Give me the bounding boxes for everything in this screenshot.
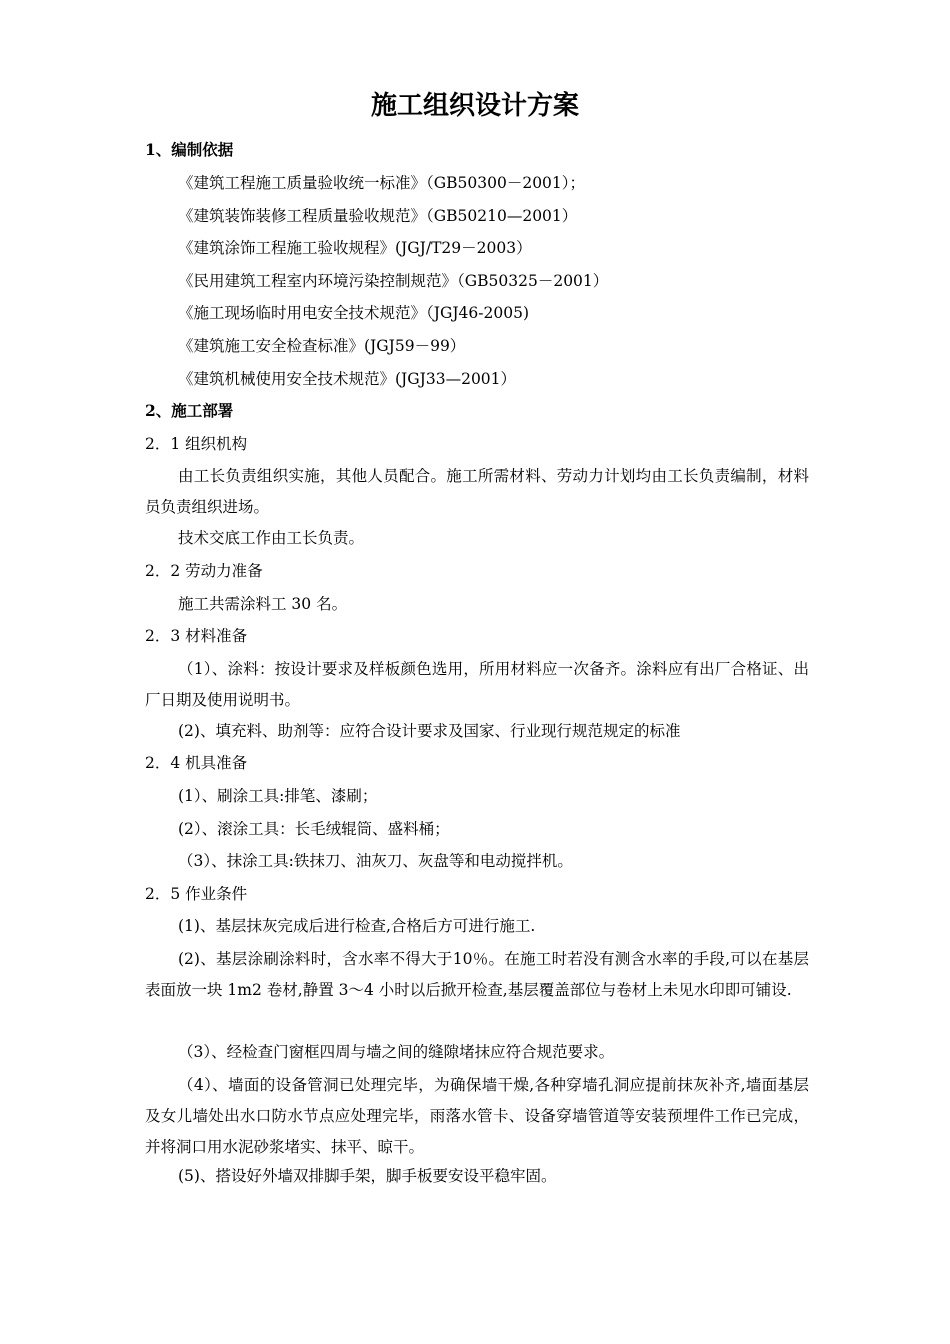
paragraph: （3）、经检查门窗框四周与墙之间的缝隙堵抹应符合规范要求。 bbox=[178, 1043, 615, 1061]
paragraph: (1)、基层抹灰完成后进行检查,合格后方可进行施工. bbox=[178, 917, 536, 935]
paragraph: (2)、基层涂刷涂料时，含水率不得大于10％。在施工时若没有测含水率的手段,可以在基层表面放一块 1m2 卷材,静置 3～4 小时以后掀开检查,基层覆盖部位与卷材上未见水印即可铺设. bbox=[145, 950, 809, 999]
subsection-2-5-heading: 2．5 作业条件 bbox=[145, 885, 248, 903]
subsection-2-4-heading: 2．4 机具准备 bbox=[145, 754, 248, 772]
reference-item: 《建筑机械使用安全技术规范》(JGJ33—2001） bbox=[178, 370, 517, 388]
list-item: (1）、刷涂工具:排笔、漆刷； bbox=[178, 787, 378, 805]
reference-item: 《民用建筑工程室内环境污染控制规范》（GB50325－2001） bbox=[178, 272, 609, 290]
document-title: 施工组织设计方案 bbox=[370, 91, 579, 121]
list-item: (2）、滚涂工具：长毛绒辊筒、盛料桶； bbox=[178, 820, 450, 838]
section-2-heading: 2、施工部署 bbox=[145, 401, 234, 420]
paragraph: (2)、填充料、助剂等：应符合设计要求及国家、行业现行规范规定的标准 bbox=[178, 722, 681, 740]
subsection-2-2-heading: 2．2 劳动力准备 bbox=[145, 562, 263, 580]
reference-item: 《建筑涂饰工程施工验收规程》(JGJ/T29－2003） bbox=[178, 239, 532, 257]
reference-item: 《施工现场临时用电安全技术规范》（JGJ46-2005) bbox=[178, 304, 530, 322]
paragraph: 由工长负责组织实施，其他人员配合。施工所需材料、劳动力计划均由工长负责编制，材料员负责组织进场。 bbox=[145, 467, 809, 516]
list-item: （3）、抹涂工具:铁抹刀、油灰刀、灰盘等和电动搅拌机。 bbox=[178, 852, 573, 870]
reference-item: 《建筑施工安全检查标准》(JGJ59－99） bbox=[178, 337, 466, 355]
reference-item: 《建筑工程施工质量验收统一标准》（GB50300－2001）； bbox=[178, 174, 586, 192]
subsection-2-1-heading: 2．1 组织机构 bbox=[145, 435, 248, 453]
paragraph: 技术交底工作由工长负责。 bbox=[178, 529, 365, 547]
subsection-2-3-heading: 2．3 材料准备 bbox=[145, 627, 248, 645]
paragraph: (5)、搭设好外墙双排脚手架，脚手板要安设平稳牢固。 bbox=[178, 1167, 557, 1185]
paragraph: 施工共需涂料工 30 名。 bbox=[178, 595, 348, 613]
paragraph: （4）、墙面的设备管洞已处理完毕，为确保墙干燥,各种穿墙孔洞应提前抹灰补齐,墙面基层及女儿墙处出水口防水节点应处理完毕，雨落水管卡、设备穿墙管道等安装预埋件工作已完成，并将洞口用水泥砂浆堵实、抹平、晾干。 bbox=[145, 1076, 809, 1156]
section-1-heading: 1、编制依据 bbox=[145, 140, 234, 159]
reference-item: 《建筑装饰装修工程质量验收规范》（GB50210—2001） bbox=[178, 207, 578, 225]
paragraph: （1）、涂料：按设计要求及样板颜色选用，所用材料应一次备齐。涂料应有出厂合格证、出厂日期及使用说明书。 bbox=[145, 660, 809, 709]
